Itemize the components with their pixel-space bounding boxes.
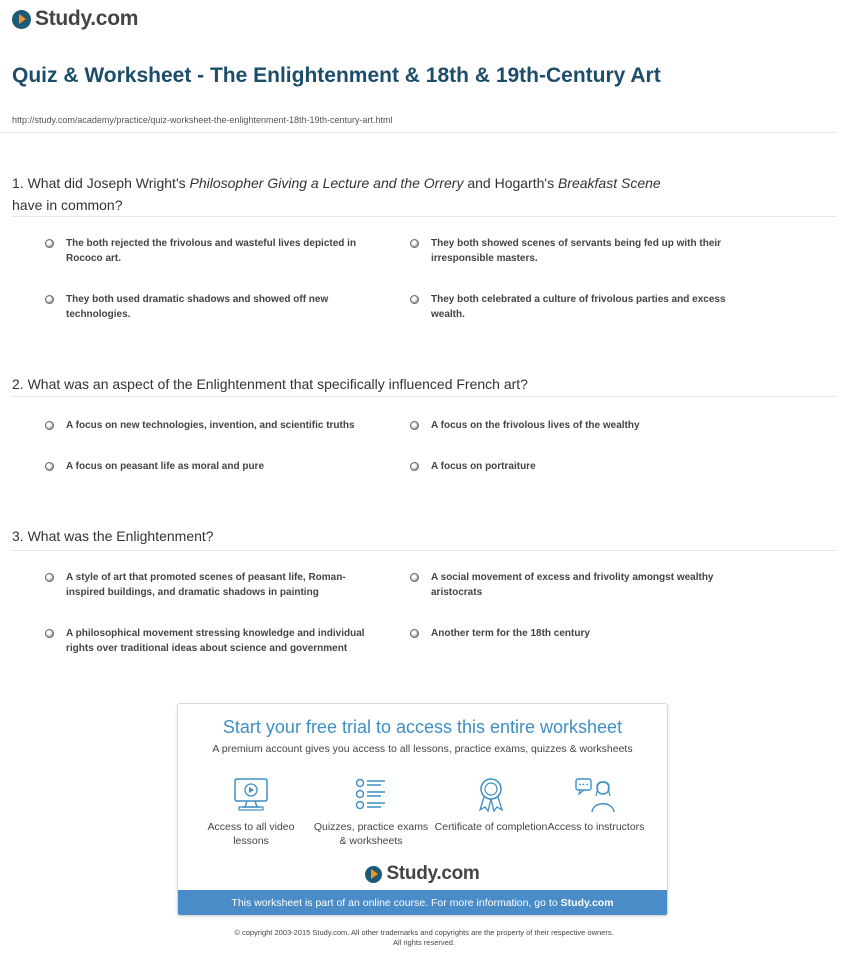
answer-option[interactable]: A focus on peasant life as moral and pure: [45, 459, 375, 474]
play-logo-icon: [365, 866, 382, 883]
answer-option[interactable]: They both celebrated a culture of frivolous parties and excess wealth.: [410, 292, 740, 322]
answer-option[interactable]: A focus on portraiture: [410, 459, 740, 474]
answer-option[interactable]: A focus on the frivolous lives of the wealthy: [410, 418, 740, 433]
feature-video-lessons: Access to all video lessons: [191, 776, 311, 848]
question-1: 1. What did Joseph Wright's Philosopher Giving a Lecture and the Orrery and Hogarth's Breakfast Scene have in common?: [12, 175, 661, 213]
answer-option[interactable]: A style of art that promoted scenes of peasant life, Roman-inspired buildings, and dramatic shadows in painting: [45, 570, 375, 600]
answer-option[interactable]: They both used dramatic shadows and showed off new technologies.: [45, 292, 375, 322]
answer-option[interactable]: A social movement of excess and frivolity amongst wealthy aristocrats: [410, 570, 740, 600]
copyright: © copyright 2003-2015 Study.com. All other trademarks and copyrights are the property of their respective owners. All rights reserved.: [234, 928, 614, 947]
video-lesson-icon: [231, 776, 271, 814]
radio-button[interactable]: [45, 629, 54, 638]
radio-button[interactable]: [410, 462, 419, 471]
promo-study-logo[interactable]: Study.com: [178, 863, 667, 885]
question-3: 3. What was the Enlightenment?: [12, 528, 214, 544]
radio-button[interactable]: [45, 295, 54, 304]
free-trial-promo[interactable]: [177, 703, 668, 916]
promo-info-bar: This worksheet is part of an online course. For more information, go to Study.com: [178, 890, 667, 915]
radio-button[interactable]: [45, 239, 54, 248]
radio-button[interactable]: [45, 573, 54, 582]
certificate-icon: [471, 776, 511, 814]
feature-quizzes: Quizzes, practice exams & worksheets: [311, 776, 431, 848]
page-title: Quiz & Worksheet - The Enlightenment & 18th & 19th-Century Art: [12, 64, 661, 87]
answer-option[interactable]: Another term for the 18th century: [410, 626, 740, 641]
logo-text: Study.com: [35, 7, 139, 30]
radio-button[interactable]: [410, 239, 419, 248]
promo-subtitle: A premium account gives you access to all lessons, practice exams, quizzes & worksheets: [212, 743, 633, 755]
promo-title[interactable]: Start your free trial to access this entire worksheet: [222, 717, 623, 737]
radio-button[interactable]: [45, 462, 54, 471]
answer-option[interactable]: They both showed scenes of servants being fed up with their irresponsible masters.: [410, 236, 740, 266]
play-logo-icon: [12, 10, 31, 29]
feature-instructors: Access to instructors: [536, 776, 656, 834]
question-2: 2. What was an aspect of the Enlightenment that specifically influenced French art?: [12, 376, 528, 392]
radio-button[interactable]: [45, 421, 54, 430]
feature-certificate: Certificate of completion: [431, 776, 551, 834]
radio-button[interactable]: [410, 295, 419, 304]
answer-option[interactable]: The both rejected the frivolous and wasteful lives depicted in Rococo art.: [45, 236, 375, 266]
question-divider: [12, 396, 836, 397]
page-url[interactable]: http://study.com/academy/practice/quiz-worksheet-the-enlightenment-18th-19th-century-art.html: [12, 115, 393, 125]
question-divider: [12, 216, 836, 217]
divider: [0, 132, 836, 133]
question-divider: [12, 550, 836, 551]
answer-option[interactable]: A philosophical movement stressing knowledge and individual rights over traditional ideas about science and government: [45, 626, 375, 656]
quiz-list-icon: [351, 776, 391, 814]
study-logo[interactable]: [12, 7, 138, 31]
instructor-icon: [574, 776, 618, 814]
radio-button[interactable]: [410, 421, 419, 430]
study-link[interactable]: Study.com: [560, 896, 614, 909]
answer-option[interactable]: A focus on new technologies, invention, and scientific truths: [45, 418, 375, 433]
radio-button[interactable]: [410, 573, 419, 582]
radio-button[interactable]: [410, 629, 419, 638]
